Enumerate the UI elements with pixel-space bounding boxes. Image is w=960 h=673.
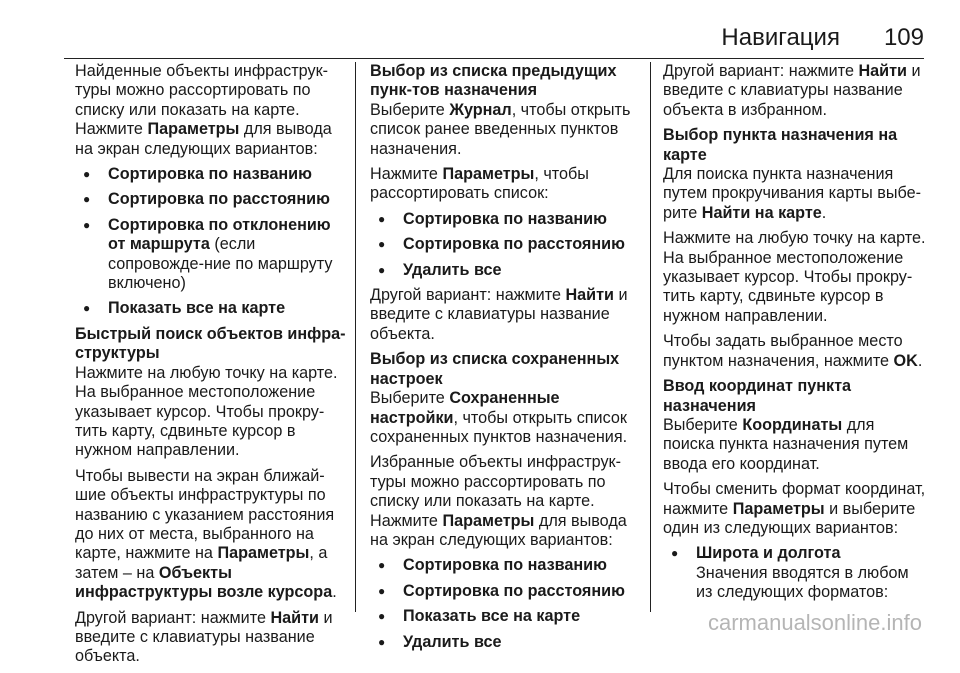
section-heading: Быстрый поиск объектов инфра-структуры: [75, 324, 346, 363]
column-separator-2: [650, 62, 651, 612]
section-heading: Выбор из списка предыдущих пунк-тов назначения: [370, 62, 617, 100]
list-item: ● Широта и долгота Значения вводятся в любом из следующих форматов:: [663, 544, 929, 602]
paragraph: Другой вариант: нажмите Найти и введите с клавиатуры название объекта.: [75, 608, 333, 666]
page-number: 109: [883, 24, 924, 51]
paragraph: Другой вариант: нажмите Найти и введите с клавиатуры название объекта.: [370, 286, 628, 343]
column-1: [75, 62, 347, 673]
page-header: [721, 24, 924, 52]
list-item: ● Удалить все: [370, 633, 640, 652]
list-item: ● Сортировка по расстоянию: [370, 235, 640, 254]
section-heading: Ввод координат пункта назначения: [663, 377, 852, 415]
column-2: [370, 62, 640, 658]
paragraph: Чтобы задать выбранное место пунктом назначения, нажмите OK.: [663, 332, 923, 370]
paragraph: Чтобы сменить формат координат, нажмите Параметры и выберите один из следующих вариантов:: [663, 480, 926, 537]
paragraph: Избранные объекты инфраструк-туры можно рассортировать по списку или показать на карте. Нажмите Параметры для вывода на экран следующих вариантов:: [370, 453, 627, 549]
paragraph: Найденные объекты инфраструк-туры можно рассортировать по списку или показать на карте. Нажмите Параметры для вывода на экран следующих вариантов:: [75, 62, 332, 158]
paragraph: Нажмите на любую точку на карте. На выбранное местоположение указывает курсор. Чтобы прокру-тить карту, сдвиньте курсор в нужном направлении.: [663, 229, 926, 325]
list-item: ● Сортировка по названию: [370, 556, 640, 575]
watermark: carmanualsonline.info: [707, 610, 922, 635]
options-list: [370, 210, 640, 280]
list-item: ● Сортировка по расстоянию: [370, 582, 640, 601]
paragraph: Нажмите на любую точку на карте. На выбранное местоположение указывает курсор. Чтобы прокру-тить карту, сдвиньте курсор в нужном направлении.: [75, 363, 338, 460]
list-item: ● Сортировка по названию: [75, 165, 347, 184]
options-list: [75, 165, 347, 319]
options-list: [663, 544, 929, 602]
paragraph: Выберите Координаты для поиска пункта назначения путем ввода его координат.: [663, 415, 909, 473]
paragraph: Для поиска пункта назначения путем прокручивания карты выбе-рите Найти на карте.: [663, 165, 921, 222]
paragraph: Нажмите Параметры, чтобы рассортировать список:: [370, 165, 589, 203]
paragraph: Выберите Сохраненные настройки, чтобы открыть список сохраненных пунктов назначения.: [370, 389, 628, 446]
list-item: ● Удалить все: [370, 261, 640, 280]
list-item: ● Показать все на карте: [370, 607, 640, 626]
list-item: ● Сортировка по расстоянию: [75, 190, 347, 209]
paragraph: Выберите Журнал, чтобы открыть список ранее введенных пунктов назначения.: [370, 100, 631, 158]
section-heading: Выбор пункта назначения на карте: [663, 126, 898, 164]
header-rule: [64, 58, 924, 59]
column-3: [663, 62, 929, 609]
list-item: ● Сортировка по названию: [370, 210, 640, 229]
list-item: ● Показать все на карте: [75, 299, 347, 318]
section-heading: Выбор из списка сохраненных настроек: [370, 350, 620, 388]
paragraph: Чтобы вывести на экран ближай-шие объекты инфраструктуры по названию с указанием расстояния до них от места, выбранного на карте, нажмите на Параметры, а затем – на Объекты инфраструктуры возле курсора.: [75, 466, 337, 602]
column-separator-1: [355, 62, 356, 612]
page-title: Навигация: [721, 24, 840, 51]
list-item: ● Сортировка по отклонению от маршрута (если сопровожде-ние по маршруту включено): [75, 216, 347, 294]
paragraph: Другой вариант: нажмите Найти и введите с клавиатуры название объекта в избранном.: [663, 62, 921, 119]
options-list: [370, 556, 640, 652]
